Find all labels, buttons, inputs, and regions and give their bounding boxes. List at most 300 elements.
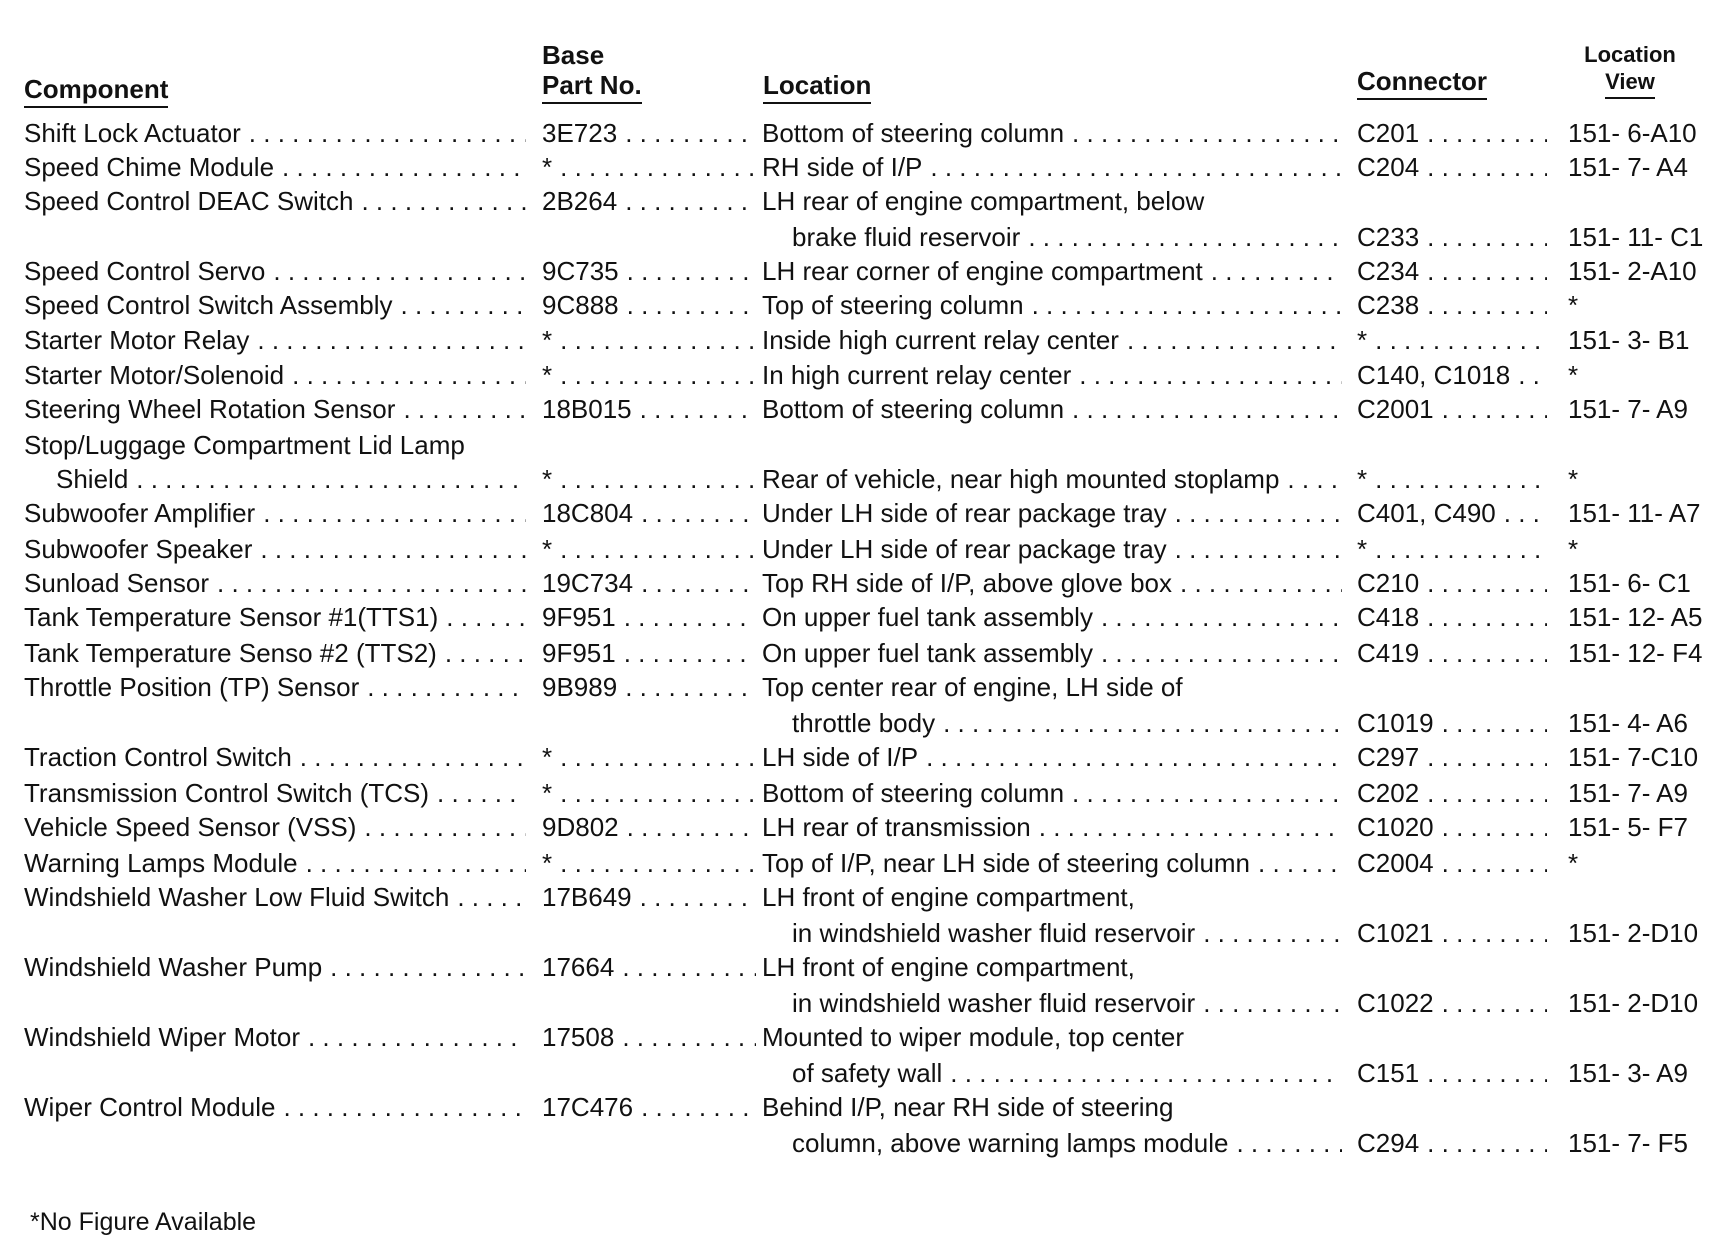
location-view-text: * [1568, 360, 1579, 390]
connector-id-text: C202 [1357, 778, 1420, 808]
dot-leader [364, 810, 526, 845]
connector-id [1357, 916, 1553, 951]
component-name [24, 600, 532, 635]
dot-leader [306, 846, 526, 881]
dot-leader [950, 1056, 1342, 1091]
connector-id [1357, 566, 1553, 601]
base-part-number [542, 254, 762, 289]
connector-id-text: C201 [1357, 118, 1420, 148]
component-location-text: in windshield washer fluid reservoir [792, 918, 1196, 948]
table-row [0, 428, 1728, 463]
component-location-text: Bottom of steering column [762, 118, 1065, 148]
component-location [792, 916, 1348, 951]
location-view-text: 151- 11- C1 [1568, 222, 1704, 252]
component-name-text: Throttle Position (TP) Sensor [24, 672, 360, 702]
table-row [0, 323, 1728, 358]
component-location [762, 323, 1348, 358]
dot-leader [217, 566, 526, 601]
base-part-number-text: 9F951 [542, 602, 616, 632]
component-location-text: On upper fuel tank assembly [762, 638, 1093, 668]
table-row [0, 1090, 1728, 1125]
dot-leader [1442, 986, 1547, 1021]
base-part-number [542, 600, 762, 635]
dot-leader [1442, 392, 1547, 427]
component-name-text: Sunload Sensor [24, 568, 210, 598]
dot-leader [640, 880, 756, 915]
header-base-part-line1: Base [542, 40, 605, 70]
base-part-number-text: * [542, 742, 553, 772]
dot-leader [1427, 1056, 1547, 1091]
component-location [762, 116, 1348, 151]
dot-leader [1427, 636, 1547, 671]
dot-leader [1518, 358, 1547, 393]
base-part-number [542, 776, 762, 811]
component-name-text: Steering Wheel Rotation Sensor [24, 394, 396, 424]
dot-leader [1504, 496, 1547, 531]
table-row [0, 880, 1728, 915]
base-part-number-text: 18B015 [542, 394, 632, 424]
dot-leader [1072, 392, 1342, 427]
dot-leader [1236, 1126, 1342, 1161]
component-name [24, 670, 532, 705]
component-location [762, 150, 1348, 185]
dot-leader [283, 1090, 526, 1125]
table-row [0, 1020, 1728, 1055]
connector-id [1357, 810, 1553, 845]
component-location [762, 254, 1348, 289]
component-location-text: RH side of I/P [762, 152, 923, 182]
location-view-text: 151- 3- A9 [1568, 1058, 1688, 1088]
dot-leader [930, 150, 1342, 185]
table-row [0, 116, 1728, 151]
location-view-text: 151- 4- A6 [1568, 708, 1688, 738]
component-name-text: Tank Temperature Senso #2 (TTS2) [24, 638, 437, 668]
location-view [1568, 116, 1728, 151]
location-view-text: 151- 6-A10 [1568, 118, 1697, 148]
component-location [762, 462, 1348, 497]
dot-leader [1175, 532, 1342, 567]
component-location [762, 184, 1462, 219]
location-view-text: 151- 6- C1 [1568, 568, 1691, 598]
base-part-number-text: 9B989 [542, 672, 618, 702]
component-name [24, 532, 532, 567]
dot-leader [1427, 288, 1547, 323]
location-view-text: 151- 11- A7 [1568, 498, 1701, 528]
connector-id-text: C2001 [1357, 394, 1434, 424]
connector-id-text: C418 [1357, 602, 1420, 632]
base-part-number [542, 670, 762, 705]
connector-id [1357, 462, 1553, 497]
dot-leader [403, 392, 526, 427]
location-view [1568, 1056, 1728, 1091]
base-part-number-text: 2B264 [542, 186, 618, 216]
component-location [792, 986, 1348, 1021]
component-location [792, 220, 1348, 255]
component-name-text: Subwoofer Speaker [24, 534, 253, 564]
component-location-text: Behind I/P, near RH side of steering [762, 1092, 1174, 1122]
table-row [0, 220, 1728, 255]
base-part-number-text: * [542, 534, 553, 564]
base-part-number [542, 880, 762, 915]
component-name-text: Windshield Washer Low Fluid Switch [24, 882, 450, 912]
table-row [0, 462, 1728, 497]
base-part-number-text: 17508 [542, 1022, 615, 1052]
connector-id-text: C419 [1357, 638, 1420, 668]
component-location-text: Under LH side of rear package tray [762, 498, 1167, 528]
connector-id [1357, 986, 1553, 1021]
dot-leader [625, 184, 756, 219]
component-name [24, 150, 532, 185]
header-connector: Connector [1357, 66, 1487, 100]
base-part-number-text: 19C734 [542, 568, 634, 598]
base-part-number [542, 1020, 762, 1055]
dot-leader [560, 740, 756, 775]
table-row [0, 358, 1728, 393]
component-location [762, 392, 1348, 427]
dot-leader [1101, 600, 1342, 635]
base-part-number-text: 17B649 [542, 882, 632, 912]
component-location-text: LH front of engine compartment, [762, 952, 1135, 982]
dot-leader [1039, 810, 1342, 845]
dot-leader [437, 776, 526, 811]
component-location-text: in windshield washer fluid reservoir [792, 988, 1196, 1018]
component-name [24, 428, 532, 463]
location-view [1568, 1126, 1728, 1161]
dot-leader [1427, 150, 1547, 185]
dot-leader [1072, 116, 1342, 151]
location-view [1568, 916, 1728, 951]
dot-leader [625, 116, 756, 151]
table-row [0, 706, 1728, 741]
component-name [24, 880, 532, 915]
location-view-text: * [1568, 464, 1579, 494]
dot-leader [308, 1020, 526, 1055]
base-part-number-text: * [542, 778, 553, 808]
dot-leader [257, 323, 526, 358]
base-part-number-text: * [542, 360, 553, 390]
base-part-number [542, 950, 762, 985]
location-view-text: 151- 7- A9 [1568, 394, 1688, 424]
base-part-number-text: 9D802 [542, 812, 619, 842]
connector-id [1357, 150, 1553, 185]
connector-id [1357, 600, 1553, 635]
component-location-text: Under LH side of rear package tray [762, 534, 1167, 564]
base-part-number [542, 462, 762, 497]
connector-id [1357, 776, 1553, 811]
connector-id-text: C297 [1357, 742, 1420, 772]
component-location-text: Bottom of steering column [762, 778, 1065, 808]
component-location-text: In high current relay center [762, 360, 1072, 390]
connector-id [1357, 220, 1553, 255]
dot-leader [624, 600, 756, 635]
component-location [762, 880, 1462, 915]
dot-leader [560, 532, 756, 567]
component-location-text: LH front of engine compartment, [762, 882, 1135, 912]
base-part-number-text: 17664 [542, 952, 615, 982]
dot-leader [560, 846, 756, 881]
location-view-text: 151- 2-A10 [1568, 256, 1697, 286]
dot-leader [1211, 254, 1342, 289]
location-view [1568, 288, 1728, 323]
table-row [0, 496, 1728, 531]
connector-id-text: C140, C1018 [1357, 360, 1511, 390]
connector-id-text: * [1357, 464, 1368, 494]
dot-leader [641, 566, 756, 601]
connector-id-text: C238 [1357, 290, 1420, 320]
location-view [1568, 462, 1728, 497]
location-view [1568, 776, 1728, 811]
base-part-number [542, 1090, 762, 1125]
dot-leader [560, 358, 756, 393]
table-row [0, 986, 1728, 1021]
component-location [762, 1020, 1462, 1055]
dot-leader [1032, 288, 1342, 323]
header-base-part-line2: Part No. [542, 70, 642, 104]
dot-leader [1203, 986, 1342, 1021]
base-part-number [542, 323, 762, 358]
dot-leader [273, 254, 526, 289]
component-name-text: Starter Motor/Solenoid [24, 360, 285, 390]
connector-id-text: C151 [1357, 1058, 1420, 1088]
component-name-text: Windshield Washer Pump [24, 952, 323, 982]
base-part-number-text: * [542, 464, 553, 494]
component-location-text: brake fluid reservoir [792, 222, 1021, 252]
component-location [762, 810, 1348, 845]
component-name [24, 740, 532, 775]
component-location [762, 532, 1348, 567]
table-row [0, 916, 1728, 951]
table-row [0, 846, 1728, 881]
component-location [762, 1090, 1462, 1125]
base-part-number [542, 846, 762, 881]
dot-leader [1427, 220, 1547, 255]
connector-id-text: C204 [1357, 152, 1420, 182]
location-view [1568, 740, 1728, 775]
location-view [1568, 254, 1728, 289]
location-view [1568, 358, 1728, 393]
dot-leader [1375, 462, 1547, 497]
component-name [24, 254, 532, 289]
connector-id [1357, 288, 1553, 323]
dot-leader [1258, 846, 1342, 881]
component-name-text: Speed Control Servo [24, 256, 266, 286]
connector-id-text: C294 [1357, 1128, 1420, 1158]
base-part-number [542, 636, 762, 671]
dot-leader [330, 950, 526, 985]
dot-leader [624, 636, 756, 671]
connector-id-text: C210 [1357, 568, 1420, 598]
connector-id-text: C1019 [1357, 708, 1434, 738]
component-location-text: LH rear corner of engine compartment [762, 256, 1203, 286]
base-part-number [542, 496, 762, 531]
location-view-text: 151- 3- B1 [1568, 325, 1690, 355]
component-location-text: On upper fuel tank assembly [762, 602, 1093, 632]
connector-id [1357, 846, 1553, 881]
component-location-text: Inside high current relay center [762, 325, 1119, 355]
component-name [24, 184, 532, 219]
location-view-text: * [1568, 848, 1579, 878]
component-location [792, 1056, 1348, 1091]
component-location-text: of safety wall [792, 1058, 943, 1088]
connector-id [1357, 1056, 1553, 1091]
base-part-number [542, 810, 762, 845]
component-name-text: Transmission Control Switch (TCS) [24, 778, 430, 808]
table-row [0, 670, 1728, 705]
component-name [24, 1090, 532, 1125]
dot-leader [136, 462, 526, 497]
dot-leader [300, 740, 526, 775]
base-part-number-text: * [542, 848, 553, 878]
dot-leader [1079, 358, 1342, 393]
dot-leader [457, 880, 526, 915]
component-location [792, 1126, 1348, 1161]
dot-leader [1427, 600, 1547, 635]
dot-leader [1175, 496, 1342, 531]
component-name-text: Vehicle Speed Sensor (VSS) [24, 812, 357, 842]
header-base-part [542, 40, 642, 104]
table-row [0, 254, 1728, 289]
connector-id-text: C1022 [1357, 988, 1434, 1018]
connector-id-text: C1021 [1357, 918, 1434, 948]
component-name-text: Shield [56, 464, 129, 494]
component-location [762, 776, 1348, 811]
location-view [1568, 392, 1728, 427]
connector-id-text: C234 [1357, 256, 1420, 286]
dot-leader [1442, 846, 1547, 881]
connector-id [1357, 392, 1553, 427]
connector-id [1357, 323, 1553, 358]
location-view-text: * [1568, 290, 1579, 320]
table-row [0, 740, 1728, 775]
base-part-number [542, 532, 762, 567]
location-view [1568, 532, 1728, 567]
component-name [24, 776, 532, 811]
table-row [0, 1126, 1728, 1161]
component-location [762, 288, 1348, 323]
base-part-number [542, 566, 762, 601]
dot-leader [445, 636, 526, 671]
component-name-text: Speed Control Switch Assembly [24, 290, 393, 320]
component-name [24, 323, 532, 358]
connector-id [1357, 496, 1553, 531]
dot-leader [446, 600, 526, 635]
component-name-text: Starter Motor Relay [24, 325, 250, 355]
component-location-text: LH rear of engine compartment, below [762, 186, 1205, 216]
table-row [0, 532, 1728, 567]
dot-leader [361, 184, 526, 219]
component-location [762, 358, 1348, 393]
component-location-text: Bottom of steering column [762, 394, 1065, 424]
dot-leader [249, 116, 526, 151]
dot-leader [401, 288, 526, 323]
component-name [24, 496, 532, 531]
base-part-number-text: 9C888 [542, 290, 619, 320]
dot-leader [1127, 323, 1342, 358]
location-view [1568, 220, 1728, 255]
dot-leader [282, 150, 526, 185]
location-view-text: 151- 12- A5 [1568, 602, 1703, 632]
connector-id-text: C233 [1357, 222, 1420, 252]
location-view [1568, 323, 1728, 358]
component-location-text: LH rear of transmission [762, 812, 1031, 842]
location-view-text: 151- 5- F7 [1568, 812, 1688, 842]
table-row [0, 288, 1728, 323]
header-location-view [1570, 41, 1690, 99]
dot-leader [263, 496, 526, 531]
base-part-number-text: 9C735 [542, 256, 619, 286]
component-location-text: Top of steering column [762, 290, 1024, 320]
location-view [1568, 150, 1728, 185]
connector-id [1357, 740, 1553, 775]
connector-id-text: * [1357, 325, 1368, 355]
location-view [1568, 810, 1728, 845]
component-location [792, 706, 1348, 741]
header-component: Component [24, 74, 168, 108]
header-view-line2: View [1605, 68, 1655, 99]
component-name [24, 392, 532, 427]
component-name [24, 846, 532, 881]
dot-leader [1375, 532, 1547, 567]
dot-leader [1427, 776, 1547, 811]
table-row [0, 1056, 1728, 1091]
dot-leader [622, 950, 756, 985]
dot-leader [627, 288, 756, 323]
dot-leader [1427, 566, 1547, 601]
connector-id [1357, 358, 1553, 393]
dot-leader [260, 532, 526, 567]
dot-leader [1427, 1126, 1547, 1161]
component-location [762, 600, 1348, 635]
dot-leader [560, 776, 756, 811]
table-row [0, 184, 1728, 219]
location-view-text: 151- 2-D10 [1568, 988, 1699, 1018]
component-name-text: Traction Control Switch [24, 742, 292, 772]
component-name [24, 636, 532, 671]
dot-leader [641, 496, 756, 531]
component-location-text: Top center rear of engine, LH side of [762, 672, 1183, 702]
base-part-number [542, 392, 762, 427]
dot-leader [1427, 116, 1547, 151]
table-row [0, 810, 1728, 845]
dot-leader [1180, 566, 1342, 601]
base-part-number-text: * [542, 152, 553, 182]
dot-leader [1101, 636, 1342, 671]
component-name [24, 810, 532, 845]
component-name-text: Speed Control DEAC Switch [24, 186, 354, 216]
dot-leader [926, 740, 1342, 775]
dot-leader [1375, 323, 1547, 358]
dot-leader [292, 358, 526, 393]
location-view [1568, 496, 1728, 531]
table-row [0, 600, 1728, 635]
location-view [1568, 600, 1728, 635]
component-location-text: LH side of I/P [762, 742, 919, 772]
base-part-number-text: 3E723 [542, 118, 618, 148]
dot-leader [1427, 254, 1547, 289]
component-location-text: Rear of vehicle, near high mounted stoplamp [762, 464, 1280, 494]
base-part-number-text: 17C476 [542, 1092, 634, 1122]
location-view-text: 151- 12- F4 [1568, 638, 1703, 668]
location-view-text: 151- 2-D10 [1568, 918, 1699, 948]
component-name [24, 116, 532, 151]
dot-leader [943, 706, 1342, 741]
base-part-number-text: 9F951 [542, 638, 616, 668]
dot-leader [640, 392, 756, 427]
dot-leader [1442, 916, 1547, 951]
base-part-number-text: * [542, 325, 553, 355]
location-view [1568, 566, 1728, 601]
component-location [762, 670, 1462, 705]
